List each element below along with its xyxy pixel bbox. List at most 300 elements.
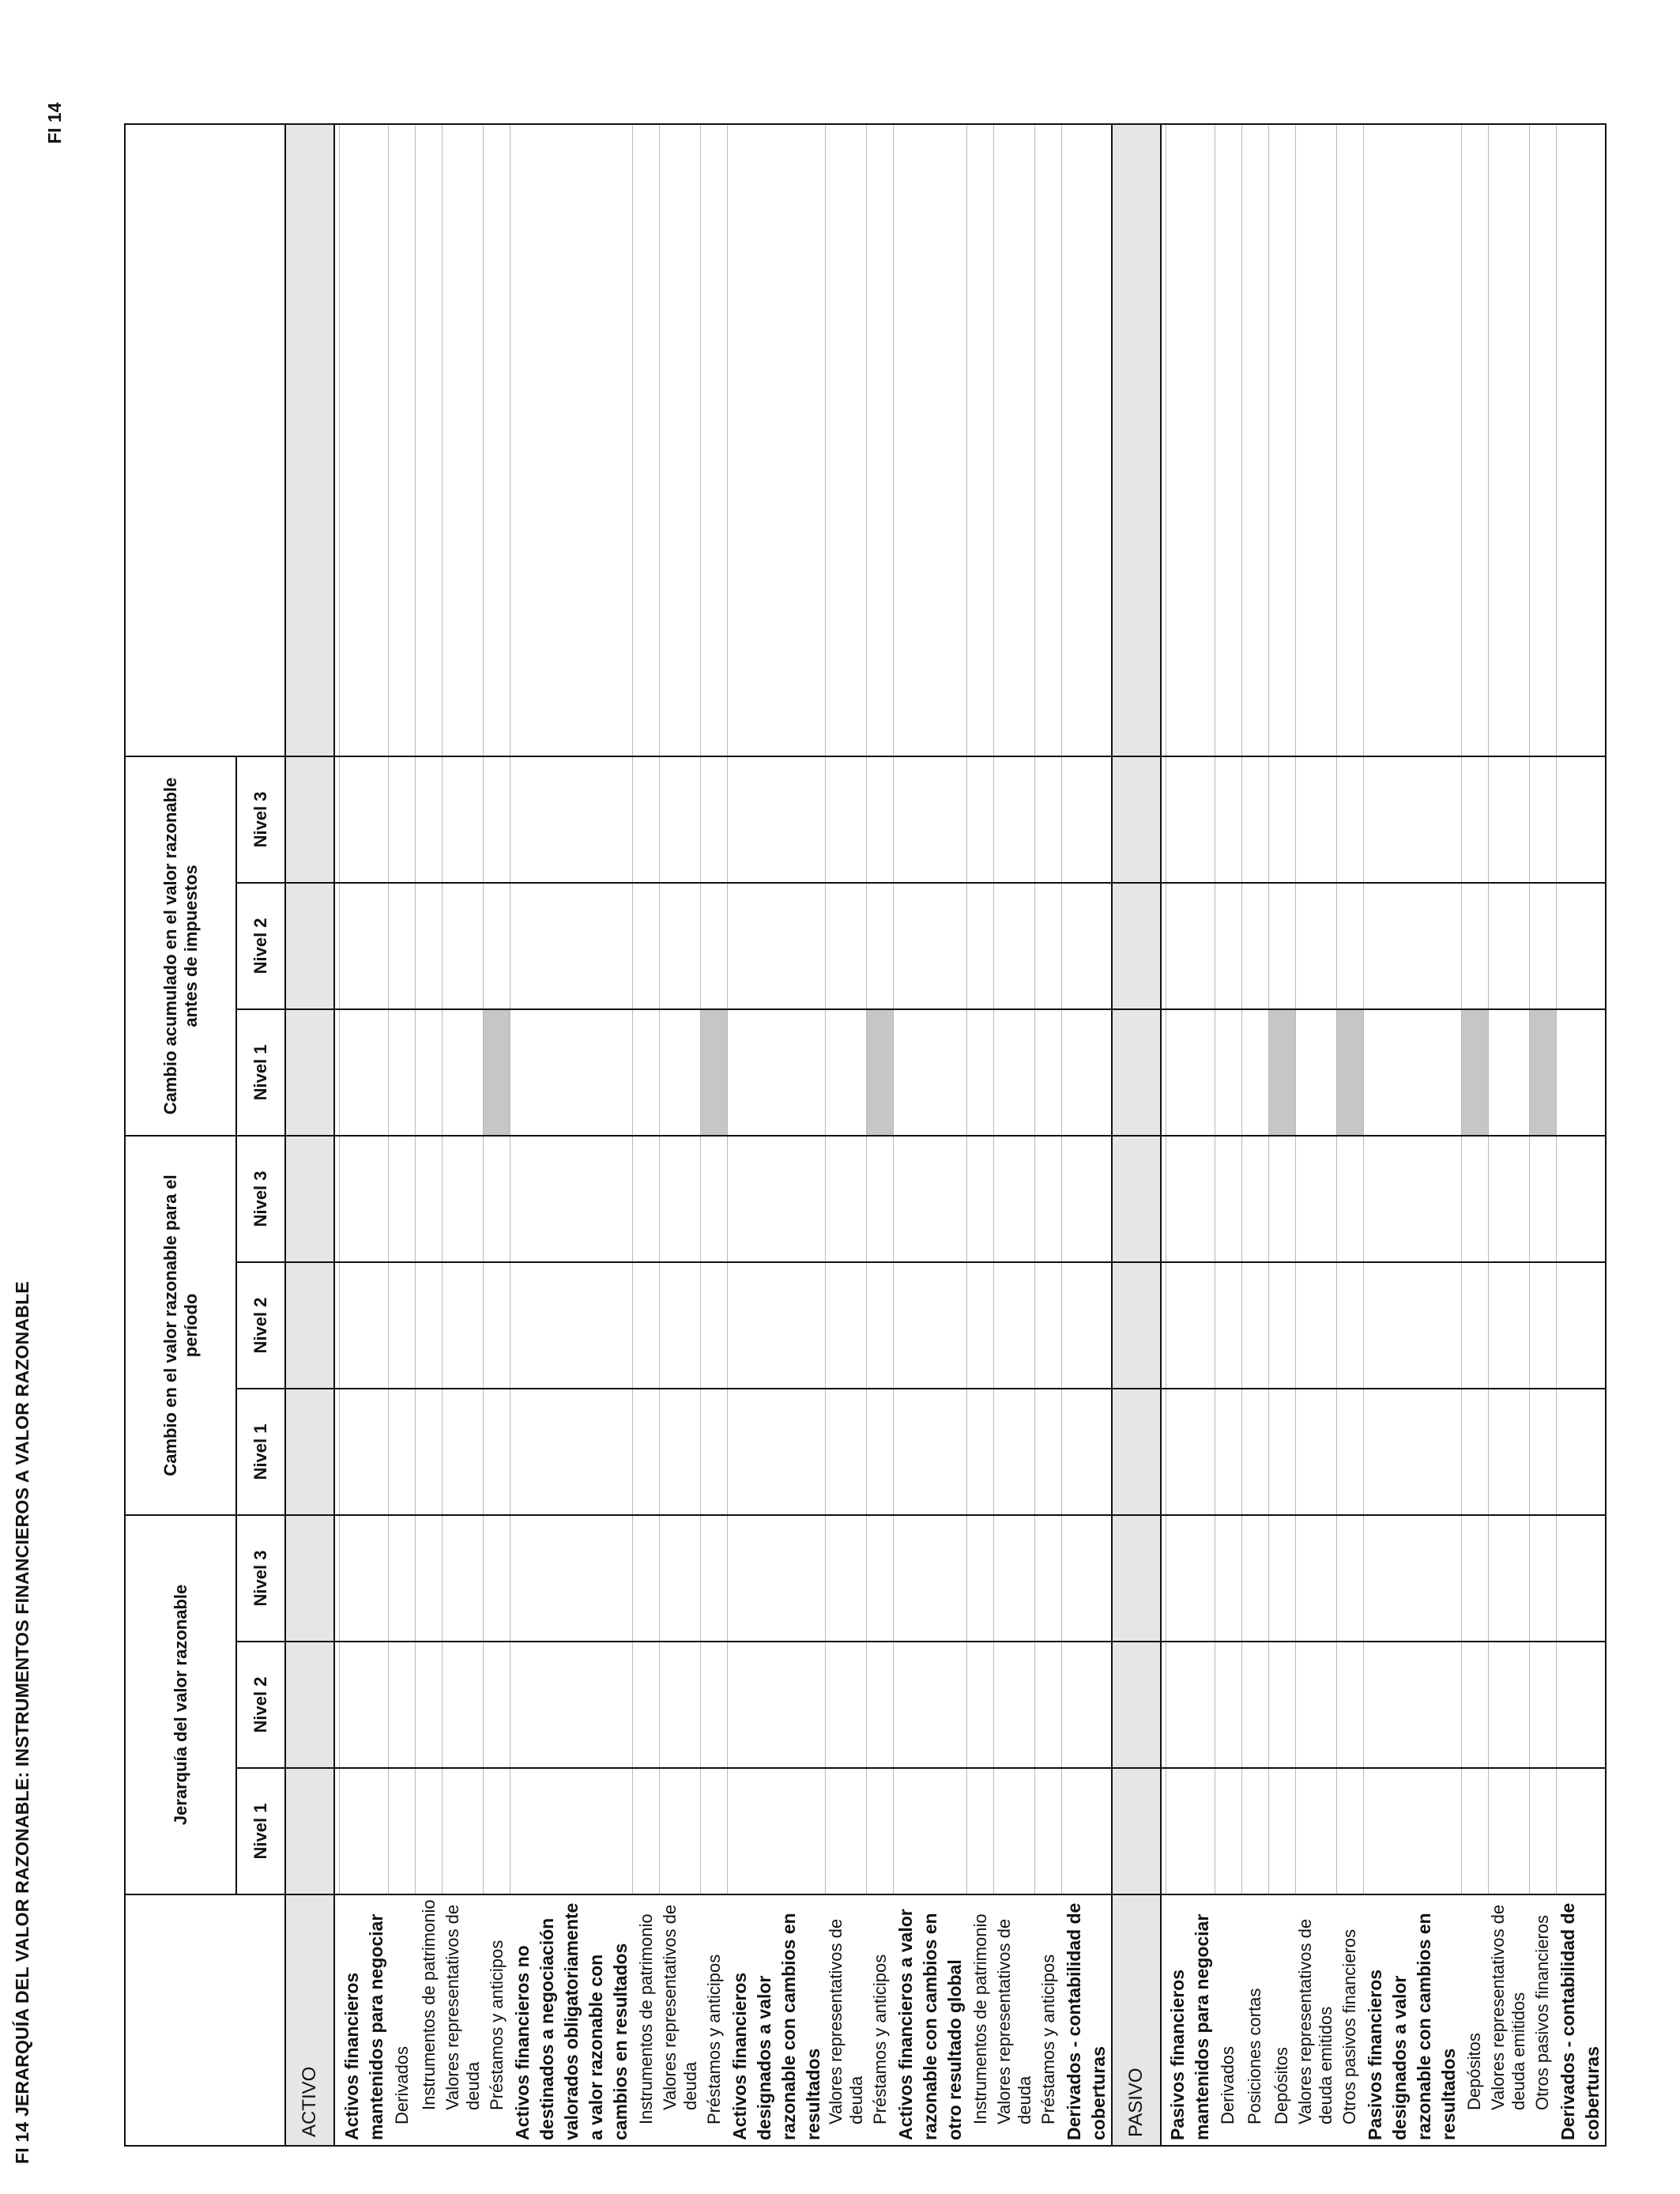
input-cell[interactable]: [1363, 124, 1461, 756]
input-cell[interactable]: [728, 883, 826, 1009]
input-cell[interactable]: [1529, 1642, 1556, 1768]
input-cell[interactable]: [1215, 1389, 1241, 1515]
input-cell[interactable]: [1363, 1262, 1461, 1389]
input-cell[interactable]: [1241, 1515, 1268, 1642]
input-cell[interactable]: [416, 1389, 443, 1515]
input-cell[interactable]: [1488, 1262, 1529, 1389]
input-cell[interactable]: [1488, 124, 1529, 756]
input-cell[interactable]: [340, 1642, 389, 1768]
input-cell[interactable]: [1336, 756, 1363, 883]
input-cell[interactable]: [867, 1389, 894, 1515]
input-cell[interactable]: [1336, 1136, 1363, 1262]
input-cell[interactable]: [867, 1642, 894, 1768]
section-fill-cell: [285, 1009, 334, 1136]
input-cell[interactable]: [1035, 756, 1062, 883]
input-cell[interactable]: [701, 1389, 728, 1515]
input-cell[interactable]: [1241, 1768, 1268, 1894]
input-cell[interactable]: [1035, 1515, 1062, 1642]
input-cell[interactable]: [389, 1642, 416, 1768]
input-cell[interactable]: [1241, 1389, 1268, 1515]
input-cell[interactable]: [826, 756, 867, 883]
input-cell[interactable]: [389, 1136, 416, 1262]
section-fill-cell: [1112, 1389, 1161, 1515]
input-cell[interactable]: [633, 756, 660, 883]
input-cell[interactable]: [443, 1389, 484, 1515]
input-cell[interactable]: [660, 1515, 701, 1642]
input-cell[interactable]: [443, 1136, 484, 1262]
input-cell[interactable]: [510, 124, 633, 756]
input-cell[interactable]: [701, 1136, 728, 1262]
input-cell[interactable]: [826, 124, 867, 756]
input-cell[interactable]: [1556, 1768, 1606, 1894]
input-cell[interactable]: [510, 1262, 633, 1389]
input-cell[interactable]: [967, 756, 994, 883]
input-cell[interactable]: [994, 756, 1035, 883]
input-cell[interactable]: [826, 1642, 867, 1768]
input-cell[interactable]: [660, 1389, 701, 1515]
input-cell[interactable]: [1268, 1389, 1295, 1515]
input-cell[interactable]: [1215, 1262, 1241, 1389]
input-cell[interactable]: [967, 1515, 994, 1642]
input-cell[interactable]: [1556, 1642, 1606, 1768]
input-cell[interactable]: [389, 124, 416, 756]
input-cell[interactable]: [1166, 1009, 1215, 1136]
input-cell[interactable]: [484, 124, 510, 756]
input-cell[interactable]: [484, 1642, 510, 1768]
input-cell[interactable]: [1461, 756, 1488, 883]
input-cell[interactable]: [967, 1262, 994, 1389]
input-cell[interactable]: [443, 1642, 484, 1768]
input-cell[interactable]: [1268, 1642, 1295, 1768]
input-cell[interactable]: [894, 124, 967, 756]
input-cell[interactable]: [728, 1389, 826, 1515]
input-cell[interactable]: [1363, 1642, 1461, 1768]
input-cell[interactable]: [1062, 1768, 1112, 1894]
input-cell[interactable]: [1336, 1515, 1363, 1642]
input-cell[interactable]: [1268, 1768, 1295, 1894]
header-group-change-period: Cambio en el valor razonable para el período: [125, 1136, 236, 1515]
header-group-fair-value-hierarchy: Jerarquía del valor razonable: [125, 1515, 236, 1894]
input-cell[interactable]: [1062, 1515, 1112, 1642]
input-cell[interactable]: [1488, 1768, 1529, 1894]
input-cell[interactable]: [484, 883, 510, 1009]
input-cell[interactable]: [994, 1768, 1035, 1894]
input-cell[interactable]: [389, 883, 416, 1009]
input-cell[interactable]: [1336, 1262, 1363, 1389]
input-cell[interactable]: [510, 1009, 633, 1136]
input-cell[interactable]: [1062, 883, 1112, 1009]
input-cell[interactable]: [1035, 1768, 1062, 1894]
input-cell[interactable]: [1215, 1515, 1241, 1642]
input-cell[interactable]: [1529, 1768, 1556, 1894]
row-label: Instrumentos de patrimonio: [967, 1894, 994, 2146]
input-cell[interactable]: [340, 1136, 389, 1262]
input-cell[interactable]: [994, 1389, 1035, 1515]
input-cell[interactable]: [1336, 124, 1363, 756]
input-cell[interactable]: [826, 883, 867, 1009]
header-level-3: Nivel 3: [236, 756, 285, 883]
input-cell[interactable]: [633, 1389, 660, 1515]
input-cell[interactable]: [389, 1389, 416, 1515]
input-cell[interactable]: [1529, 1389, 1556, 1515]
input-cell[interactable]: [1035, 1136, 1062, 1262]
input-cell[interactable]: [1215, 1642, 1241, 1768]
input-cell[interactable]: [1363, 1136, 1461, 1262]
input-cell[interactable]: [416, 1768, 443, 1894]
input-cell[interactable]: [1556, 1389, 1606, 1515]
input-cell[interactable]: [967, 124, 994, 756]
input-cell[interactable]: [510, 756, 633, 883]
input-cell[interactable]: [867, 1262, 894, 1389]
input-cell[interactable]: [1295, 124, 1336, 756]
table-row: [1062, 124, 1112, 2146]
input-cell[interactable]: [1241, 883, 1268, 1009]
input-cell[interactable]: [1062, 124, 1112, 756]
input-cell[interactable]: [994, 1642, 1035, 1768]
input-cell[interactable]: [701, 1515, 728, 1642]
row-label: Activos financieros a valor razonable con cambios en otro resultado global: [894, 1894, 967, 2146]
input-cell[interactable]: [1062, 1009, 1112, 1136]
input-cell[interactable]: [1529, 1136, 1556, 1262]
input-cell[interactable]: [1166, 1262, 1215, 1389]
input-cell[interactable]: [1035, 1642, 1062, 1768]
input-cell[interactable]: [1461, 1515, 1488, 1642]
row-label: Depósitos: [1268, 1894, 1295, 2146]
input-cell[interactable]: [416, 1262, 443, 1389]
input-cell[interactable]: [340, 1389, 389, 1515]
input-cell[interactable]: [967, 1768, 994, 1894]
input-cell[interactable]: [389, 1009, 416, 1136]
input-cell[interactable]: [994, 1136, 1035, 1262]
input-cell[interactable]: [1062, 1642, 1112, 1768]
input-cell[interactable]: [894, 1642, 967, 1768]
input-cell[interactable]: [1363, 883, 1461, 1009]
input-cell[interactable]: [826, 1009, 867, 1136]
input-cell[interactable]: [1336, 1768, 1363, 1894]
input-cell[interactable]: [1488, 1515, 1529, 1642]
input-cell[interactable]: [967, 1136, 994, 1262]
input-cell[interactable]: [1488, 1642, 1529, 1768]
input-cell[interactable]: [1241, 1136, 1268, 1262]
input-cell[interactable]: [660, 1642, 701, 1768]
input-cell[interactable]: [443, 756, 484, 883]
input-cell[interactable]: [340, 1262, 389, 1389]
input-cell[interactable]: [1268, 1262, 1295, 1389]
input-cell[interactable]: [1035, 1262, 1062, 1389]
input-cell[interactable]: [340, 124, 389, 756]
input-cell[interactable]: [443, 883, 484, 1009]
input-cell[interactable]: [633, 1136, 660, 1262]
input-cell[interactable]: [1556, 124, 1606, 756]
input-cell[interactable]: [340, 1768, 389, 1894]
input-cell[interactable]: [1488, 883, 1529, 1009]
input-cell[interactable]: [1241, 124, 1268, 756]
input-cell[interactable]: [1215, 1009, 1241, 1136]
input-cell[interactable]: [701, 124, 728, 756]
input-cell[interactable]: [994, 1515, 1035, 1642]
input-cell[interactable]: [1062, 756, 1112, 883]
input-cell[interactable]: [1035, 1009, 1062, 1136]
input-cell[interactable]: [894, 1389, 967, 1515]
input-cell[interactable]: [728, 1262, 826, 1389]
input-cell[interactable]: [1035, 1389, 1062, 1515]
input-cell[interactable]: [1268, 1515, 1295, 1642]
input-cell[interactable]: [633, 1009, 660, 1136]
input-cell[interactable]: [728, 1136, 826, 1262]
input-cell[interactable]: [701, 883, 728, 1009]
input-cell[interactable]: [1529, 124, 1556, 756]
input-cell[interactable]: [1295, 1768, 1336, 1894]
input-cell[interactable]: [340, 883, 389, 1009]
input-cell[interactable]: [1035, 883, 1062, 1009]
input-cell[interactable]: [443, 1009, 484, 1136]
input-cell[interactable]: [1336, 1642, 1363, 1768]
input-cell[interactable]: [1166, 1642, 1215, 1768]
input-cell[interactable]: [894, 1515, 967, 1642]
input-cell[interactable]: [510, 883, 633, 1009]
input-cell[interactable]: [1241, 1009, 1268, 1136]
input-cell[interactable]: [994, 124, 1035, 756]
input-cell[interactable]: [1166, 1515, 1215, 1642]
input-cell[interactable]: [1268, 124, 1295, 756]
input-cell[interactable]: [1461, 1768, 1488, 1894]
input-cell[interactable]: [510, 1642, 633, 1768]
input-cell[interactable]: [340, 756, 389, 883]
input-cell[interactable]: [484, 1389, 510, 1515]
input-cell[interactable]: [1556, 756, 1606, 883]
input-cell[interactable]: [728, 124, 826, 756]
input-cell[interactable]: [389, 1515, 416, 1642]
input-cell[interactable]: [728, 1768, 826, 1894]
input-cell[interactable]: [510, 1389, 633, 1515]
input-cell[interactable]: [1166, 883, 1215, 1009]
input-cell[interactable]: [1461, 1389, 1488, 1515]
input-cell[interactable]: [340, 1009, 389, 1136]
input-cell[interactable]: [1166, 756, 1215, 883]
input-cell[interactable]: [1295, 1389, 1336, 1515]
input-cell[interactable]: [416, 756, 443, 883]
input-cell[interactable]: [1488, 1389, 1529, 1515]
input-cell[interactable]: [1295, 1642, 1336, 1768]
input-cell[interactable]: [1488, 756, 1529, 883]
input-cell[interactable]: [967, 883, 994, 1009]
input-cell[interactable]: [660, 1768, 701, 1894]
input-cell[interactable]: [1166, 1389, 1215, 1515]
header-level-3: Nivel 3: [236, 1515, 285, 1642]
input-cell[interactable]: [867, 1136, 894, 1262]
input-cell[interactable]: [1035, 124, 1062, 756]
input-cell[interactable]: [894, 1009, 967, 1136]
input-cell[interactable]: [728, 1515, 826, 1642]
input-cell[interactable]: [416, 883, 443, 1009]
input-cell[interactable]: [1461, 124, 1488, 756]
input-cell[interactable]: [1363, 1009, 1461, 1136]
input-cell[interactable]: [894, 756, 967, 883]
input-cell[interactable]: [633, 883, 660, 1009]
input-cell[interactable]: [1363, 1389, 1461, 1515]
input-cell[interactable]: [728, 1009, 826, 1136]
header-level-1: Nivel 1: [236, 1009, 285, 1136]
input-cell[interactable]: [1295, 1009, 1336, 1136]
input-cell[interactable]: [1461, 1136, 1488, 1262]
input-cell[interactable]: [1241, 756, 1268, 883]
input-cell[interactable]: [443, 124, 484, 756]
input-cell[interactable]: [660, 883, 701, 1009]
input-cell[interactable]: [660, 1009, 701, 1136]
input-cell[interactable]: [894, 883, 967, 1009]
input-cell[interactable]: [510, 1515, 633, 1642]
input-cell[interactable]: [389, 756, 416, 883]
input-cell[interactable]: [701, 1642, 728, 1768]
input-cell[interactable]: [1363, 1768, 1461, 1894]
input-cell[interactable]: [416, 1642, 443, 1768]
input-cell[interactable]: [660, 1136, 701, 1262]
section-fill-cell: [1112, 1262, 1161, 1389]
input-cell[interactable]: [484, 1136, 510, 1262]
input-cell[interactable]: [1268, 1136, 1295, 1262]
input-cell[interactable]: [1336, 883, 1363, 1009]
input-cell[interactable]: [633, 1642, 660, 1768]
input-cell[interactable]: [1062, 1262, 1112, 1389]
input-cell[interactable]: [967, 1642, 994, 1768]
input-cell[interactable]: [1166, 1136, 1215, 1262]
input-cell[interactable]: [1336, 1389, 1363, 1515]
input-cell[interactable]: [416, 1515, 443, 1642]
input-cell[interactable]: [416, 1009, 443, 1136]
input-cell[interactable]: [1241, 1262, 1268, 1389]
input-cell[interactable]: [340, 1515, 389, 1642]
input-cell[interactable]: [1529, 883, 1556, 1009]
input-cell[interactable]: [728, 756, 826, 883]
input-cell[interactable]: [1295, 1136, 1336, 1262]
input-cell[interactable]: [701, 756, 728, 883]
input-cell[interactable]: [1556, 1009, 1606, 1136]
input-cell[interactable]: [1488, 1136, 1529, 1262]
input-cell[interactable]: [1295, 1262, 1336, 1389]
input-cell[interactable]: [967, 1389, 994, 1515]
input-cell[interactable]: [484, 1768, 510, 1894]
input-cell[interactable]: [1215, 756, 1241, 883]
section-label: ACTIVO: [285, 1894, 334, 2146]
input-cell[interactable]: [416, 124, 443, 756]
input-cell[interactable]: [660, 1262, 701, 1389]
table-row: [484, 124, 510, 2146]
input-cell[interactable]: [867, 1515, 894, 1642]
input-cell[interactable]: [894, 1262, 967, 1389]
input-cell[interactable]: [894, 1768, 967, 1894]
row-label: Otros pasivos financieros: [1336, 1894, 1363, 2146]
input-cell[interactable]: [967, 1009, 994, 1136]
input-cell[interactable]: [484, 1262, 510, 1389]
input-cell[interactable]: [1268, 756, 1295, 883]
row-label: Depósitos: [1461, 1894, 1488, 2146]
input-cell[interactable]: [1363, 1515, 1461, 1642]
table-row: [1268, 124, 1295, 2146]
input-cell[interactable]: [660, 124, 701, 756]
input-cell[interactable]: [826, 1515, 867, 1642]
input-cell[interactable]: [701, 1262, 728, 1389]
input-cell[interactable]: [867, 883, 894, 1009]
row-label: Préstamos y anticipos: [1035, 1894, 1062, 2146]
input-cell[interactable]: [1295, 883, 1336, 1009]
section-fill-cell: [285, 124, 334, 756]
input-cell[interactable]: [728, 1642, 826, 1768]
row-label: Derivados - contabilidad de coberturas: [1556, 1894, 1606, 2146]
input-cell[interactable]: [894, 1136, 967, 1262]
input-cell[interactable]: [1556, 1136, 1606, 1262]
header-level-2: Nivel 2: [236, 1262, 285, 1389]
input-cell[interactable]: [1556, 1262, 1606, 1389]
input-cell[interactable]: [826, 1768, 867, 1894]
input-cell[interactable]: [1062, 1389, 1112, 1515]
input-cell[interactable]: [633, 124, 660, 756]
input-cell[interactable]: [443, 1515, 484, 1642]
input-cell[interactable]: [1215, 1768, 1241, 1894]
input-cell[interactable]: [416, 1136, 443, 1262]
table-row: [967, 124, 994, 2146]
input-cell[interactable]: [867, 1768, 894, 1894]
input-cell[interactable]: [1062, 1136, 1112, 1262]
input-cell[interactable]: [389, 1768, 416, 1894]
input-cell[interactable]: [826, 1262, 867, 1389]
input-cell[interactable]: [389, 1262, 416, 1389]
input-cell[interactable]: [1461, 883, 1488, 1009]
input-cell[interactable]: [443, 1262, 484, 1389]
input-cell[interactable]: [510, 1136, 633, 1262]
table-row: [1336, 124, 1363, 2146]
input-cell[interactable]: [633, 1768, 660, 1894]
input-cell[interactable]: [1529, 1515, 1556, 1642]
input-cell[interactable]: [994, 1009, 1035, 1136]
input-cell[interactable]: [1166, 124, 1215, 756]
input-cell[interactable]: [443, 1768, 484, 1894]
input-cell[interactable]: [660, 756, 701, 883]
input-cell[interactable]: [826, 1136, 867, 1262]
input-cell[interactable]: [994, 1262, 1035, 1389]
input-cell[interactable]: [1461, 1262, 1488, 1389]
input-cell[interactable]: [484, 756, 510, 883]
input-cell[interactable]: [1488, 1009, 1529, 1136]
input-cell[interactable]: [1529, 1262, 1556, 1389]
shaded-input-cell: [701, 1009, 728, 1136]
input-cell[interactable]: [633, 1262, 660, 1389]
input-cell[interactable]: [867, 756, 894, 883]
input-cell[interactable]: [510, 1768, 633, 1894]
input-cell[interactable]: [1215, 124, 1241, 756]
section-fill-cell: [285, 1768, 334, 1894]
table-row: [510, 124, 633, 2146]
input-cell[interactable]: [1215, 1136, 1241, 1262]
input-cell[interactable]: [1295, 756, 1336, 883]
input-cell[interactable]: [1363, 756, 1461, 883]
input-cell[interactable]: [1241, 1642, 1268, 1768]
input-cell[interactable]: [701, 1768, 728, 1894]
input-cell[interactable]: [1268, 883, 1295, 1009]
input-cell[interactable]: [1166, 1768, 1215, 1894]
input-cell[interactable]: [1556, 1515, 1606, 1642]
input-cell[interactable]: [484, 1515, 510, 1642]
input-cell[interactable]: [633, 1515, 660, 1642]
input-cell[interactable]: [826, 1389, 867, 1515]
input-cell[interactable]: [1461, 1642, 1488, 1768]
input-cell[interactable]: [1556, 883, 1606, 1009]
section-fill-cell: [285, 1515, 334, 1642]
input-cell[interactable]: [1215, 883, 1241, 1009]
input-cell[interactable]: [1529, 756, 1556, 883]
input-cell[interactable]: [1295, 1515, 1336, 1642]
input-cell[interactable]: [994, 883, 1035, 1009]
input-cell[interactable]: [867, 124, 894, 756]
